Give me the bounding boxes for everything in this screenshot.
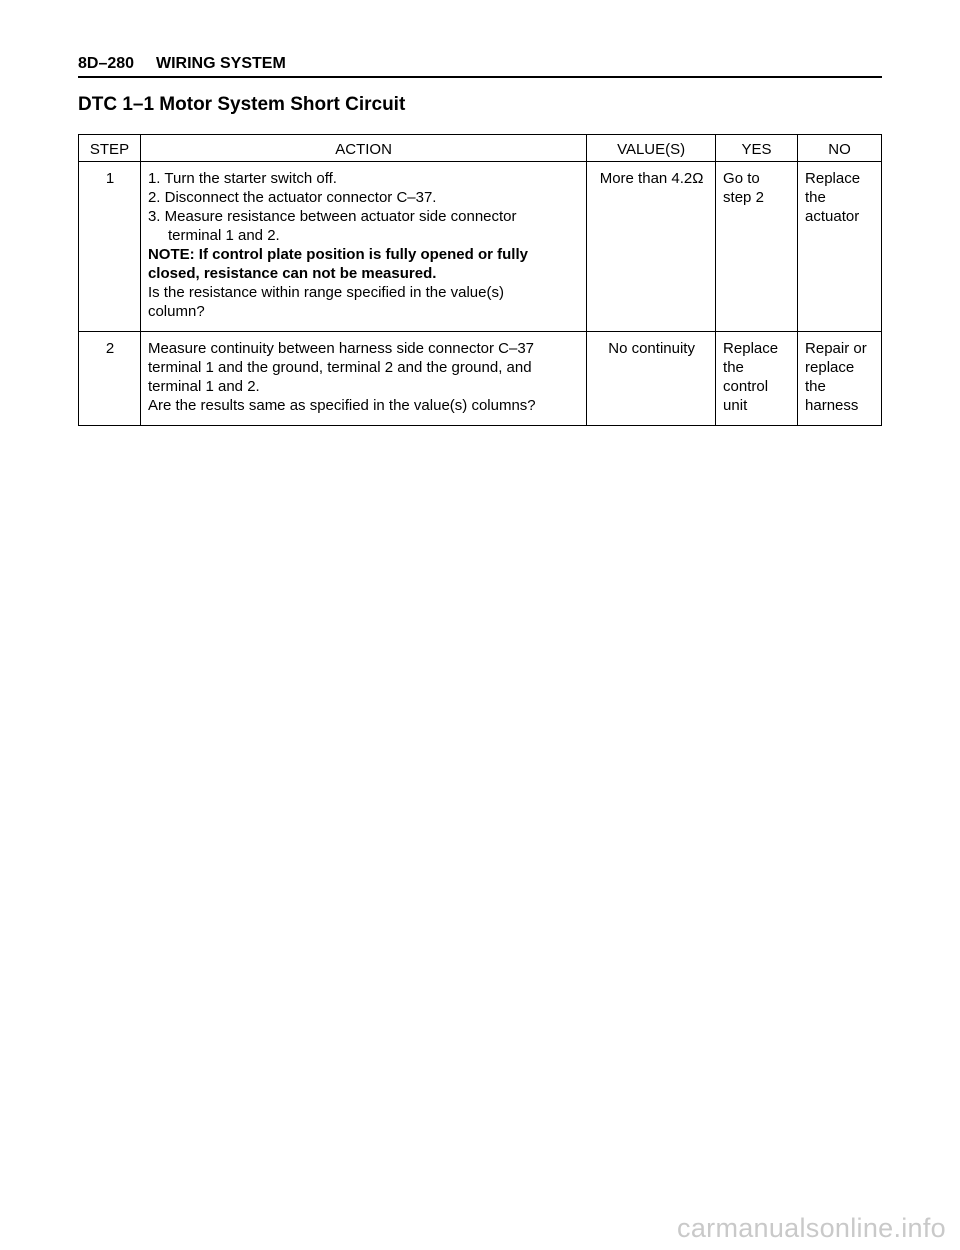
- section-number: 8D–280: [78, 55, 135, 72]
- watermark: carmanualsonline.info: [677, 1213, 946, 1243]
- no-line: Replace: [805, 170, 861, 187]
- action-line: Measure continuity between harness side connector C–37: [147, 340, 535, 357]
- page-title: DTC 1–1 Motor System Short Circuit: [78, 94, 406, 115]
- no-line: harness: [805, 397, 859, 414]
- no-line: Repair or: [805, 340, 867, 357]
- column-header-no: NO: [798, 135, 882, 162]
- yes-line: Go to: [723, 170, 760, 187]
- step-number: 1: [79, 162, 141, 332]
- action-line: terminal 1 and 2.: [147, 378, 260, 395]
- action-cell: [140, 162, 586, 332]
- action-line: 1. Turn the starter switch off.: [147, 170, 337, 187]
- table-row: [79, 332, 882, 426]
- column-header-values: VALUE(S): [587, 135, 716, 162]
- yes-cell: [716, 162, 798, 332]
- no-cell: [798, 162, 882, 332]
- column-header-action: ACTION: [140, 135, 586, 162]
- yes-line: step 2: [723, 189, 764, 206]
- table-row: [79, 162, 882, 332]
- column-header-step: STEP: [79, 135, 141, 162]
- action-line: Is the resistance within range specified in the value(s): [147, 284, 504, 301]
- action-line: terminal 1 and 2.: [167, 227, 280, 244]
- yes-line: the control: [723, 359, 769, 395]
- action-line: column?: [147, 303, 205, 320]
- value-cell: No continuity: [587, 332, 716, 426]
- yes-cell: [716, 332, 798, 426]
- yes-line: unit: [723, 397, 748, 414]
- action-line: 3. Measure resistance between actuator side connector: [147, 208, 517, 225]
- note-line: NOTE: If control plate position is fully opened or fully: [147, 246, 528, 263]
- table-header-row: [79, 135, 882, 162]
- value-cell: More than 4.2Ω: [587, 162, 716, 332]
- no-cell: [798, 332, 882, 426]
- page-header: [78, 54, 882, 78]
- diagnostic-table: [78, 134, 882, 426]
- column-header-yes: YES: [716, 135, 798, 162]
- action-line: 2. Disconnect the actuator connector C–37.: [147, 189, 437, 206]
- yes-line: Replace: [723, 340, 779, 357]
- action-line: terminal 1 and the ground, terminal 2 and the ground, and: [147, 359, 532, 376]
- action-line: Are the results same as specified in the value(s) columns?: [147, 397, 536, 414]
- note-line: closed, resistance can not be measured.: [147, 265, 437, 282]
- action-cell: [140, 332, 586, 426]
- no-line: replace: [805, 359, 855, 376]
- step-number: 2: [79, 332, 141, 426]
- section-title: WIRING SYSTEM: [156, 55, 286, 72]
- no-line: actuator: [805, 208, 860, 225]
- no-line: the: [805, 189, 826, 206]
- no-line: the: [805, 378, 826, 395]
